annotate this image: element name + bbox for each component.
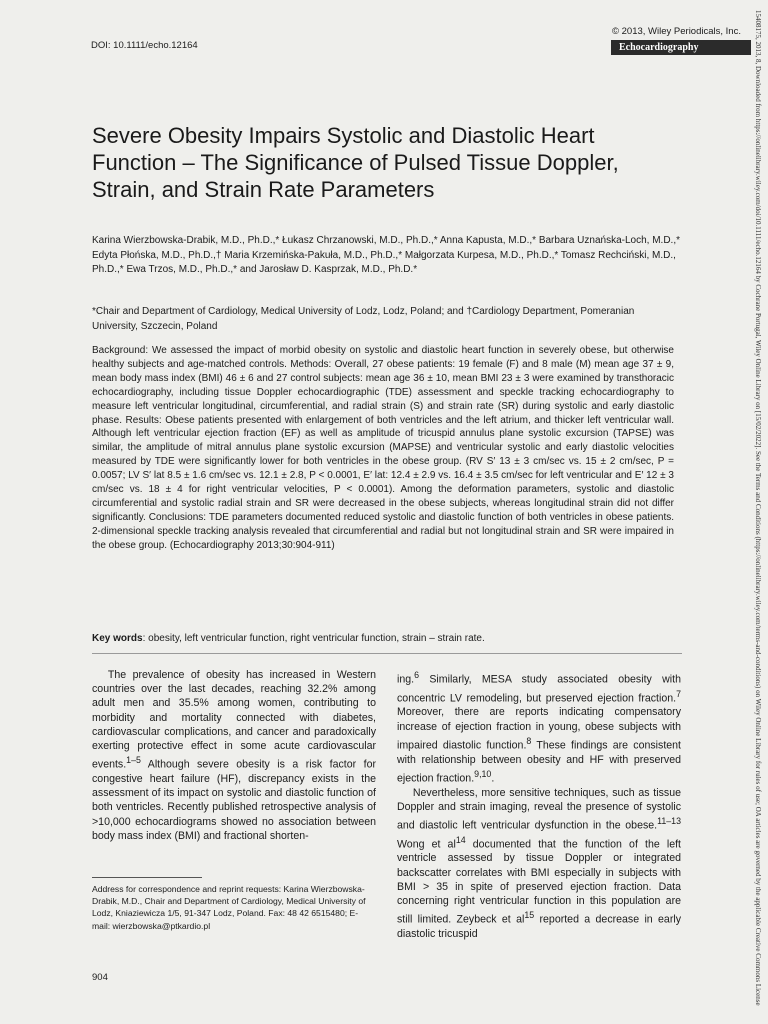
section-divider xyxy=(92,653,682,654)
citation: 8 xyxy=(526,735,532,746)
body-text: Although severe obesity is a risk factor for congestive heart failure (HF), discrepancy exists in the assessment of its impact on systolic and diastolic function of both ventricles. Recently published retrospective analysis of >10,000 echocardiograms showed no association between body mass index (BMI) and fractional shorten- xyxy=(92,758,376,842)
body-text: Similarly, MESA study associated obesity with concentric LV remodeling, but preserved ejection fraction. xyxy=(397,673,681,705)
abstract: Background: We assessed the impact of morbid obesity on systolic and diastolic heart function in severely obese, but otherwise healthy subjects and age-matched controls. Methods: Overall, 27 obese patients: 19 female (F) and 8 male (M) mean age 37 ± 9, mean body mass index (BMI) 46 ± 6 and 27 control subjects: mean age 36 ± 10, mean BMI 23 ± 3 were examined by transthoracic echocardiography, including tissue Doppler echocardiographic (TDE) assessment and speckle tracking echocardiography to measure left ventricular longitudinal, circumferential, and radial strain (S) and strain rate (SR) during systolic and early diastolic phase. Results: Obese patients presented with enlargement of both ventricles and the left atrium, and thicker left ventricular wall. Although left ventricular ejection fraction (EF) as well as amplitude of tricuspid annulus plane systolic excursion (TAPSE) was similar, the amplitude of mitral annulus plane systolic excursion (MAPSE) and ventricular systolic and early diastolic velocities measured by TDE were significantly lower for both ventricles in the obese group. (RV S′ 13 ± 3 cm/sec vs. 15 ± 2 cm/sec, P = 0.0057; LV S′ lat 8.5 ± 1.6 cm/sec vs. 12.1 ± 2.8, P < 0.0001, E′ lat: 12.4 ± 2.9 vs. 16.4 ± 3.5 cm/sec for left ventricular and E′ 12 ± 3 cm/sec vs. 18 ± 4 for right ventricular velocities, P < 0.0001). Among the deformation parameters, systolic and diastolic circumferential and systolic radial strain and SR were decreased in the obese subjects, whereas longitudinal strain did not differ significantly. Conclusions: TDE parameters documented reduced systolic and diastolic function of both ventricles in obese patients. 2-dimensional speckle tracking analysis revealed that circumferential and radial but not longitudinal strain and SR were impaired in the obese group. (Echocardiography 2013;30:904-911) xyxy=(92,345,674,551)
page-number: 904 xyxy=(92,972,108,983)
author-list: Karina Wierzbowska-Drabik, M.D., Ph.D.,* Łukasz Chrzanowski, M.D., Ph.D.,* Anna Kapusta, M.D.,* Barbara Uznańska-Loch, M.D.,* Edyta Płońska, M.D., Ph.D.,† Maria Krzemińska-Pakuła, M.D., Ph.D.,* Małgorzata Kurpesa, M.D., Ph.D.,* Tomasz Rechciński, M.D., Ph.D.,* Ewa Trzos, M.D., Ph.D.,* and Jarosław D. Kasprzak, M.D., Ph.D.* xyxy=(92,235,680,275)
keywords-label: Key words xyxy=(92,633,143,644)
footnote-divider xyxy=(92,877,202,878)
body-text: Nevertheless, more sensitive techniques, such as tissue Doppler and strain imaging, reveal the presence of systolic and diastolic left ventricular dysfunction in the obese. xyxy=(397,786,681,832)
keywords-text: : obesity, left ventricular function, right ventricular function, strain – strain rate. xyxy=(142,633,485,644)
correspondence-footnote: Address for correspondence and reprint requests: Karina Wierzbowska-Drabik, M.D., Chair and Department of Cardiology, Medical University of Lodz, Kniaziewicza 1/5, 91-347 Lodz, Poland. Fax: 48 42 6515480; E-mail: wierzbowska@ptkardio.pl xyxy=(92,884,366,931)
body-text: The prevalence of obesity has increased in Western countries over the last decades, reaching 32.2% among adult men and 35.5% among women, contributing to morbidity and mortality connected with diabetes, cardiovascular complications, and cancer and paradoxically exerting protective effect in some acute cardiovascular events. xyxy=(92,669,376,771)
citation: 9,10 xyxy=(474,768,492,779)
journal-name-banner: Echocardiography xyxy=(611,40,751,55)
paragraph xyxy=(397,668,681,786)
citation: 15 xyxy=(524,910,535,921)
body-text: Wong et al xyxy=(397,838,456,851)
citation: 6 xyxy=(414,670,420,680)
paragraph xyxy=(92,668,376,843)
keywords xyxy=(92,632,682,646)
affiliation: *Chair and Department of Cardiology, Medical University of Lodz, Lodz, Poland; and †Cardiology Department, Pomeranian University, Szczecin, Poland xyxy=(92,306,635,332)
paragraph xyxy=(397,786,681,942)
citation: 14 xyxy=(455,834,466,845)
download-side-notice: 15408175, 2013, 8, Downloaded from https://onlinelibrary.wiley.com/doi/10.1111/echo.12164 by Cochrane Portugal, Wiley Online Library on [15/02/2022]. See the Terms and Conditions (https://onlinelibrary.wiley.com/terms-and-conditions) on Wiley Online Library for rules of use; OA articles are governed by the applicable Creative Commons License xyxy=(754,10,762,1006)
citation: 7 xyxy=(676,688,681,699)
body-text: Moreover, there are reports indicating compensatory increase of ejection fraction in young, obese subjects with impaired diastolic function. xyxy=(397,706,681,752)
article-title: Severe Obesity Impairs Systolic and Diastolic Heart Function – The Significance of Pulsed Tissue Doppler, Strain, and Strain Rate Parameters xyxy=(92,123,619,202)
body-text: ing. xyxy=(397,673,415,686)
body-column-right xyxy=(397,668,681,941)
body-text: These findings are consistent with relationship between obesity and HF with preserved ejection fraction. xyxy=(397,739,681,785)
body-text: documented that the function of the left ventricle assessed by tissue Doppler or integrated backscatter correlates with BMI especially in subjects with BMI > 35 in spite of preserved ejection fraction. Data concerning right ventricular function in this population are still limited. Zeybeck et al xyxy=(397,838,681,926)
citation: 11–13 xyxy=(657,815,681,826)
citation: 1–5 xyxy=(126,755,141,766)
body-text: . xyxy=(491,772,495,785)
copyright-notice: © 2013, Wiley Periodicals, Inc. xyxy=(612,26,741,37)
body-text: reported a decrease in early diastolic tricuspid xyxy=(397,913,682,940)
body-column-left xyxy=(92,668,376,843)
doi: DOI: 10.1111/echo.12164 xyxy=(91,40,198,51)
